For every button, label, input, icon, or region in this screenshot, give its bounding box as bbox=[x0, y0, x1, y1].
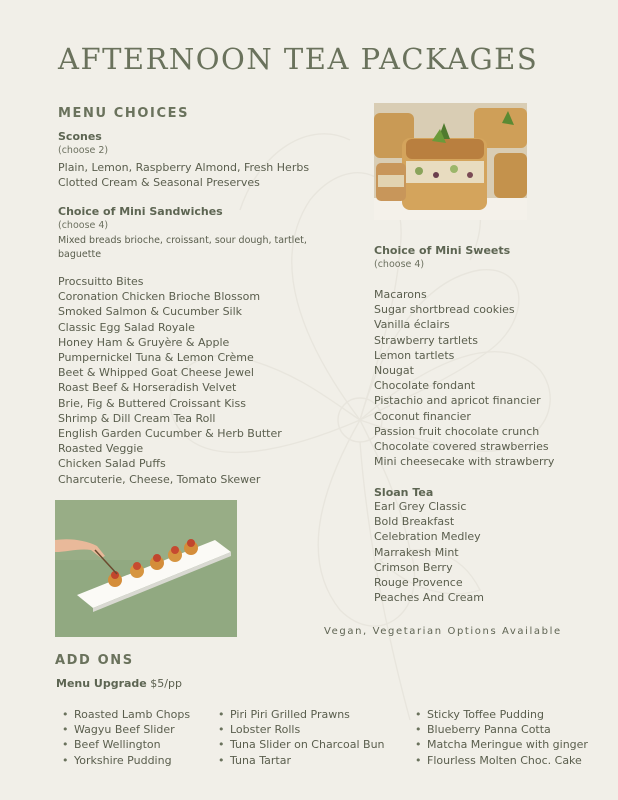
addons-column-1 bbox=[62, 707, 190, 768]
list-item: • Sticky Toffee Pudding bbox=[415, 707, 588, 722]
addons-column-3 bbox=[415, 707, 588, 768]
page-title: AFTERNOON TEA PACKAGES bbox=[58, 42, 539, 76]
tartlet-photo bbox=[55, 500, 237, 637]
list-item: Nougat bbox=[374, 364, 414, 378]
list-item: Pumpernickel Tuna & Lemon Crème bbox=[58, 351, 254, 365]
list-item: Coronation Chicken Brioche Blossom bbox=[58, 290, 261, 304]
list-item: Bold Breakfast bbox=[374, 515, 455, 529]
list-item: Honey Ham & Gruyère & Apple bbox=[58, 335, 230, 349]
list-item: Marrakesh Mint bbox=[374, 545, 459, 559]
addons-column-2 bbox=[218, 707, 385, 768]
upgrade-label: Menu Upgrade bbox=[56, 677, 147, 690]
menu-upgrade bbox=[56, 677, 182, 690]
menu-choices-heading: MENU CHOICES bbox=[58, 106, 190, 121]
tartlet-plate-icon bbox=[55, 500, 237, 637]
list-item: Beet & Whipped Goat Cheese Jewel bbox=[58, 366, 254, 380]
list-item: Pistachio and apricot financier bbox=[374, 394, 541, 408]
list-item: Shrimp & Dill Cream Tea Roll bbox=[58, 411, 216, 425]
list-item: Classic Egg Salad Royale bbox=[58, 320, 195, 334]
list-item: Chicken Salad Puffs bbox=[58, 457, 166, 471]
puff-pastry-icon bbox=[374, 103, 527, 220]
sandwiches-heading: Choice of Mini Sandwiches bbox=[58, 205, 223, 218]
list-item: • Matcha Meringue with ginger bbox=[415, 737, 588, 752]
tea-heading: Sloan Tea bbox=[374, 486, 434, 499]
sandwiches-choose: (choose 4) bbox=[58, 220, 109, 231]
pastry-photo bbox=[374, 103, 527, 220]
list-item: Rouge Provence bbox=[374, 576, 463, 590]
list-item: Roast Beef & Horseradish Velvet bbox=[58, 381, 237, 395]
scones-line-1: Plain, Lemon, Raspberry Almond, Fresh Herbs bbox=[58, 161, 310, 174]
list-item: • Tuna Slider on Charcoal Bun bbox=[218, 737, 385, 752]
sweets-section bbox=[374, 243, 510, 271]
list-item: Peaches And Cream bbox=[374, 591, 484, 605]
sweets-list bbox=[374, 287, 554, 469]
vegan-note: Vegan, Vegetarian Options Available bbox=[324, 626, 562, 637]
list-item: • Wagyu Beef Slider bbox=[62, 722, 190, 737]
tea-section bbox=[374, 485, 433, 500]
upgrade-price: $5/pp bbox=[150, 677, 182, 690]
list-item: • Beef Wellington bbox=[62, 737, 190, 752]
list-item: Passion fruit chocolate crunch bbox=[374, 424, 540, 438]
list-item: • Roasted Lamb Chops bbox=[62, 707, 190, 722]
sandwiches-note-2: baguette bbox=[58, 248, 102, 260]
list-item: Celebration Medley bbox=[374, 530, 481, 544]
list-item: • Lobster Rolls bbox=[218, 722, 385, 737]
list-item: Coconut financier bbox=[374, 409, 471, 423]
list-item: • Piri Piri Grilled Prawns bbox=[218, 707, 385, 722]
list-item: • Yorkshire Pudding bbox=[62, 753, 190, 768]
list-item: Lemon tartlets bbox=[374, 348, 455, 362]
list-item: Chocolate fondant bbox=[374, 379, 476, 393]
list-item: Procsuitto Bites bbox=[58, 275, 144, 288]
list-item: Chocolate covered strawberries bbox=[374, 440, 549, 454]
list-item: • Flourless Molten Choc. Cake bbox=[415, 753, 588, 768]
list-item: • Tuna Tartar bbox=[218, 753, 385, 768]
list-item: Crimson Berry bbox=[374, 560, 453, 574]
sweets-choose: (choose 4) bbox=[374, 259, 425, 270]
list-item: Earl Grey Classic bbox=[374, 500, 467, 513]
sweets-heading: Choice of Mini Sweets bbox=[374, 244, 511, 257]
scones-heading: Scones bbox=[58, 130, 102, 143]
scones-line-2: Clotted Cream & Seasonal Preserves bbox=[58, 176, 260, 190]
list-item: Macarons bbox=[374, 288, 427, 301]
scones-section bbox=[58, 129, 309, 190]
scones-choose: (choose 2) bbox=[58, 145, 109, 156]
sandwiches-section bbox=[58, 204, 307, 261]
list-item: Roasted Veggie bbox=[58, 442, 144, 456]
list-item: Strawberry tartlets bbox=[374, 333, 478, 347]
tea-list bbox=[374, 499, 484, 605]
list-item: Mini cheesecake with strawberry bbox=[374, 455, 555, 469]
list-item: Smoked Salmon & Cucumber Silk bbox=[58, 305, 243, 319]
sandwiches-list bbox=[58, 274, 282, 487]
add-ons-heading: ADD ONS bbox=[55, 653, 134, 668]
list-item: Charcuterie, Cheese, Tomato Skewer bbox=[58, 472, 261, 486]
list-item: English Garden Cucumber & Herb Butter bbox=[58, 427, 282, 441]
sandwiches-note-1: Mixed breads brioche, croissant, sour dough, tartlet, bbox=[58, 235, 307, 246]
list-item: Brie, Fig & Buttered Croissant Kiss bbox=[58, 396, 246, 410]
list-item: Vanilla éclairs bbox=[374, 318, 450, 332]
list-item: Sugar shortbread cookies bbox=[374, 303, 515, 317]
list-item: • Blueberry Panna Cotta bbox=[415, 722, 588, 737]
